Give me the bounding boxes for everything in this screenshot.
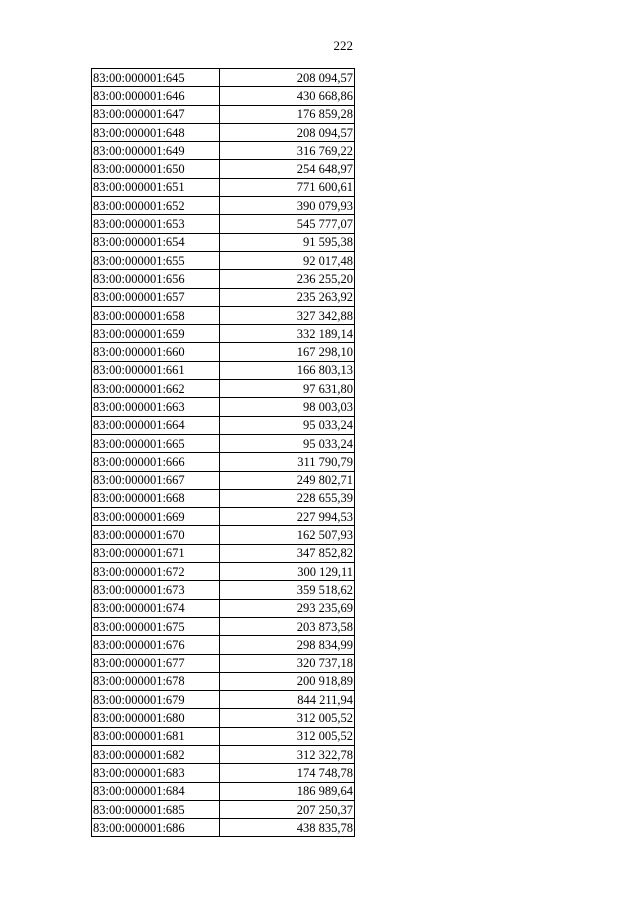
cadastral-value-cell: 95 033,24 bbox=[220, 416, 355, 434]
table-row bbox=[92, 306, 355, 324]
cadastral-number-cell: 83:00:000001:683 bbox=[92, 764, 220, 782]
cadastral-value-cell: 316 769,22 bbox=[220, 142, 355, 160]
cadastral-value-cell: 227 994,53 bbox=[220, 508, 355, 526]
cadastral-number-cell: 83:00:000001:666 bbox=[92, 453, 220, 471]
cadastral-number-cell: 83:00:000001:665 bbox=[92, 434, 220, 452]
cadastral-value-cell: 311 790,79 bbox=[220, 453, 355, 471]
cadastral-value-cell: 235 263,92 bbox=[220, 288, 355, 306]
cadastral-value-cell: 236 255,20 bbox=[220, 270, 355, 288]
cadastral-number-cell: 83:00:000001:674 bbox=[92, 599, 220, 617]
table-row bbox=[92, 636, 355, 654]
cadastral-value-cell: 359 518,62 bbox=[220, 581, 355, 599]
cadastral-number-cell: 83:00:000001:660 bbox=[92, 343, 220, 361]
table-row bbox=[92, 691, 355, 709]
cadastral-number-cell: 83:00:000001:649 bbox=[92, 142, 220, 160]
cadastral-number-cell: 83:00:000001:686 bbox=[92, 819, 220, 837]
cadastral-number-cell: 83:00:000001:685 bbox=[92, 800, 220, 818]
table-row bbox=[92, 819, 355, 837]
table-row bbox=[92, 251, 355, 269]
table-body bbox=[92, 69, 355, 837]
table-row bbox=[92, 87, 355, 105]
cadastral-number-cell: 83:00:000001:647 bbox=[92, 105, 220, 123]
table-row bbox=[92, 123, 355, 141]
cadastral-value-cell: 95 033,24 bbox=[220, 434, 355, 452]
table-row bbox=[92, 380, 355, 398]
cadastral-number-cell: 83:00:000001:668 bbox=[92, 489, 220, 507]
cadastral-value-cell: 203 873,58 bbox=[220, 617, 355, 635]
cadastral-number-cell: 83:00:000001:682 bbox=[92, 745, 220, 763]
cadastral-number-cell: 83:00:000001:657 bbox=[92, 288, 220, 306]
cadastral-value-cell: 92 017,48 bbox=[220, 251, 355, 269]
table-row bbox=[92, 361, 355, 379]
table-row bbox=[92, 617, 355, 635]
cadastral-value-cell: 208 094,57 bbox=[220, 123, 355, 141]
table-row bbox=[92, 563, 355, 581]
cadastral-value-cell: 97 631,80 bbox=[220, 380, 355, 398]
cadastral-value-cell: 312 005,52 bbox=[220, 709, 355, 727]
cadastral-value-cell: 162 507,93 bbox=[220, 526, 355, 544]
cadastral-number-cell: 83:00:000001:680 bbox=[92, 709, 220, 727]
table-row bbox=[92, 764, 355, 782]
cadastral-value-cell: 844 211,94 bbox=[220, 691, 355, 709]
cadastral-value-cell: 249 802,71 bbox=[220, 471, 355, 489]
cadastral-value-cell: 254 648,97 bbox=[220, 160, 355, 178]
cadastral-value-table bbox=[91, 68, 355, 837]
cadastral-number-cell: 83:00:000001:662 bbox=[92, 380, 220, 398]
cadastral-number-cell: 83:00:000001:651 bbox=[92, 178, 220, 196]
cadastral-number-cell: 83:00:000001:672 bbox=[92, 563, 220, 581]
cadastral-value-cell: 228 655,39 bbox=[220, 489, 355, 507]
cadastral-value-cell: 320 737,18 bbox=[220, 654, 355, 672]
cadastral-number-cell: 83:00:000001:654 bbox=[92, 233, 220, 251]
table-row bbox=[92, 599, 355, 617]
cadastral-number-cell: 83:00:000001:658 bbox=[92, 306, 220, 324]
table-row bbox=[92, 672, 355, 690]
table-row bbox=[92, 343, 355, 361]
cadastral-value-cell: 186 989,64 bbox=[220, 782, 355, 800]
cadastral-value-cell: 98 003,03 bbox=[220, 398, 355, 416]
table-row bbox=[92, 270, 355, 288]
cadastral-number-cell: 83:00:000001:667 bbox=[92, 471, 220, 489]
cadastral-number-cell: 83:00:000001:684 bbox=[92, 782, 220, 800]
table-row bbox=[92, 398, 355, 416]
cadastral-value-cell: 312 322,78 bbox=[220, 745, 355, 763]
table-row bbox=[92, 709, 355, 727]
table-row bbox=[92, 508, 355, 526]
cadastral-number-cell: 83:00:000001:648 bbox=[92, 123, 220, 141]
table-row bbox=[92, 178, 355, 196]
table-row bbox=[92, 727, 355, 745]
cadastral-value-cell: 298 834,99 bbox=[220, 636, 355, 654]
cadastral-value-cell: 167 298,10 bbox=[220, 343, 355, 361]
table-row bbox=[92, 233, 355, 251]
cadastral-value-cell: 771 600,61 bbox=[220, 178, 355, 196]
cadastral-value-cell: 91 595,38 bbox=[220, 233, 355, 251]
cadastral-value-cell: 390 079,93 bbox=[220, 197, 355, 215]
cadastral-number-cell: 83:00:000001:669 bbox=[92, 508, 220, 526]
cadastral-number-cell: 83:00:000001:679 bbox=[92, 691, 220, 709]
cadastral-value-cell: 207 250,37 bbox=[220, 800, 355, 818]
table-row bbox=[92, 197, 355, 215]
cadastral-number-cell: 83:00:000001:656 bbox=[92, 270, 220, 288]
cadastral-number-cell: 83:00:000001:677 bbox=[92, 654, 220, 672]
cadastral-number-cell: 83:00:000001:663 bbox=[92, 398, 220, 416]
page-number: 222 bbox=[333, 38, 353, 53]
table-row bbox=[92, 453, 355, 471]
cadastral-number-cell: 83:00:000001:645 bbox=[92, 69, 220, 87]
cadastral-number-cell: 83:00:000001:646 bbox=[92, 87, 220, 105]
cadastral-number-cell: 83:00:000001:681 bbox=[92, 727, 220, 745]
cadastral-number-cell: 83:00:000001:671 bbox=[92, 544, 220, 562]
cadastral-number-cell: 83:00:000001:673 bbox=[92, 581, 220, 599]
cadastral-value-cell: 200 918,89 bbox=[220, 672, 355, 690]
table-row bbox=[92, 782, 355, 800]
table-row bbox=[92, 416, 355, 434]
cadastral-number-cell: 83:00:000001:678 bbox=[92, 672, 220, 690]
table-row bbox=[92, 654, 355, 672]
cadastral-value-cell: 300 129,11 bbox=[220, 563, 355, 581]
cadastral-number-cell: 83:00:000001:675 bbox=[92, 617, 220, 635]
cadastral-value-cell: 176 859,28 bbox=[220, 105, 355, 123]
cadastral-value-cell: 327 342,88 bbox=[220, 306, 355, 324]
cadastral-value-cell: 347 852,82 bbox=[220, 544, 355, 562]
table-row bbox=[92, 288, 355, 306]
cadastral-value-cell: 332 189,14 bbox=[220, 325, 355, 343]
cadastral-number-cell: 83:00:000001:676 bbox=[92, 636, 220, 654]
table-row bbox=[92, 215, 355, 233]
cadastral-number-cell: 83:00:000001:652 bbox=[92, 197, 220, 215]
table-row bbox=[92, 544, 355, 562]
cadastral-value-cell: 293 235,69 bbox=[220, 599, 355, 617]
table-row bbox=[92, 581, 355, 599]
table-row bbox=[92, 489, 355, 507]
cadastral-number-cell: 83:00:000001:659 bbox=[92, 325, 220, 343]
cadastral-value-cell: 208 094,57 bbox=[220, 69, 355, 87]
table-row bbox=[92, 434, 355, 452]
cadastral-value-cell: 312 005,52 bbox=[220, 727, 355, 745]
cadastral-value-cell: 430 668,86 bbox=[220, 87, 355, 105]
cadastral-value-cell: 438 835,78 bbox=[220, 819, 355, 837]
cadastral-number-cell: 83:00:000001:653 bbox=[92, 215, 220, 233]
table-row bbox=[92, 105, 355, 123]
table-row bbox=[92, 160, 355, 178]
cadastral-number-cell: 83:00:000001:664 bbox=[92, 416, 220, 434]
cadastral-value-cell: 166 803,13 bbox=[220, 361, 355, 379]
table-row bbox=[92, 526, 355, 544]
cadastral-number-cell: 83:00:000001:661 bbox=[92, 361, 220, 379]
table-row bbox=[92, 745, 355, 763]
cadastral-value-cell: 545 777,07 bbox=[220, 215, 355, 233]
cadastral-number-cell: 83:00:000001:655 bbox=[92, 251, 220, 269]
cadastral-number-cell: 83:00:000001:670 bbox=[92, 526, 220, 544]
table-row bbox=[92, 142, 355, 160]
cadastral-value-cell: 174 748,78 bbox=[220, 764, 355, 782]
table-row bbox=[92, 800, 355, 818]
table-row bbox=[92, 471, 355, 489]
table-row bbox=[92, 69, 355, 87]
table-row bbox=[92, 325, 355, 343]
cadastral-number-cell: 83:00:000001:650 bbox=[92, 160, 220, 178]
